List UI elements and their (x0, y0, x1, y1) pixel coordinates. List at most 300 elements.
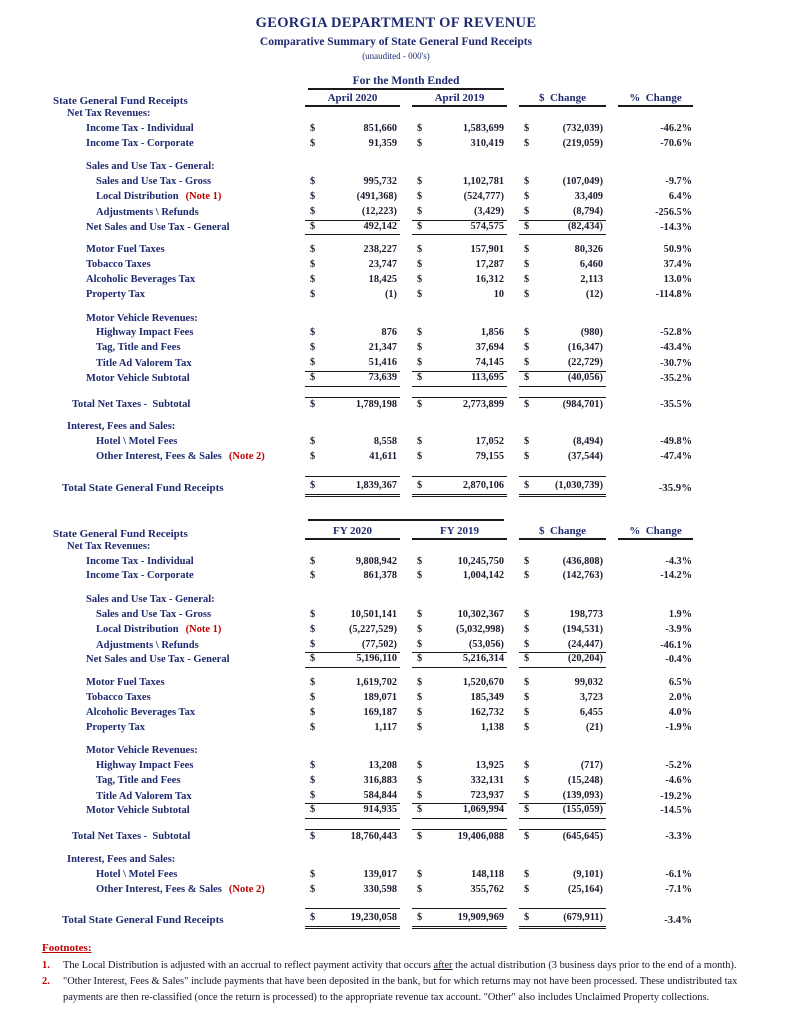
money-cell (305, 638, 400, 654)
footnote-1-text (63, 958, 766, 974)
money-cell (305, 759, 400, 774)
amount-value: 6,455 (579, 706, 603, 718)
col-header-dollar-change: $ Change (519, 92, 606, 107)
dollar-sign: $ (417, 356, 423, 368)
row-label-text: Tobacco Taxes (86, 691, 151, 703)
table-row (0, 803, 792, 818)
dollar-sign: $ (524, 450, 530, 462)
amount-value: 861,378 (363, 570, 397, 582)
money-cell (519, 638, 606, 654)
row-label (53, 273, 293, 288)
dollar-sign: $ (524, 479, 530, 491)
row-label-text: Sales and Use Tax - Gross (96, 176, 212, 188)
dollar-sign: $ (524, 789, 530, 801)
money-cell (305, 883, 400, 898)
table-row (0, 288, 792, 303)
table-row (0, 175, 792, 190)
row-label (53, 759, 293, 774)
dollar-sign: $ (417, 653, 423, 665)
row-label (53, 883, 293, 898)
money-cell (412, 435, 507, 450)
amount-value: (142,763) (562, 570, 603, 582)
table-row (0, 312, 792, 327)
table-row (0, 371, 792, 386)
row-label (53, 206, 293, 221)
row-spacer (0, 411, 792, 420)
dollar-sign: $ (310, 398, 316, 410)
money-cell (412, 759, 507, 774)
note-reference: (Note 1) (185, 623, 222, 635)
table-row (0, 190, 792, 205)
table-row (0, 744, 792, 759)
dollar-sign: $ (310, 288, 316, 300)
row-label-text: Sales and Use Tax - General: (86, 161, 215, 173)
row-label-text: Tag, Title and Fees (96, 342, 181, 354)
row-label-text: Motor Vehicle Revenues: (86, 312, 198, 324)
row-label-text: Income Tax - Individual (86, 555, 194, 567)
row-label (53, 853, 693, 868)
dollar-sign: $ (524, 273, 530, 285)
row-label (53, 868, 293, 883)
table-row (0, 476, 792, 493)
span-header: For the Month Ended (308, 75, 504, 90)
money-cell (519, 243, 606, 258)
col-header-percent-change: % Change (618, 92, 693, 107)
percent-cell: -3.3% (665, 831, 692, 843)
row-label-text: Total Net Taxes - Subtotal (72, 398, 191, 410)
dollar-sign: $ (524, 677, 530, 689)
money-cell (305, 789, 400, 805)
amount-value: 19,230,058 (350, 912, 397, 924)
dollar-sign: $ (524, 638, 530, 650)
money-cell (412, 243, 507, 258)
amount-value: (5,227,529) (348, 623, 397, 635)
dollar-sign: $ (310, 721, 316, 733)
percent-cell: -6.1% (665, 868, 692, 880)
col-header-dollar-change: $ Change (519, 525, 606, 540)
amount-value: 9,808,942 (355, 555, 397, 567)
money-cell (412, 122, 507, 137)
dollar-sign: $ (310, 774, 316, 786)
row-spacer (0, 234, 792, 243)
money-cell (305, 326, 400, 341)
row-label (53, 122, 293, 137)
row-label (53, 288, 293, 303)
amount-value: 1,004,142 (462, 570, 504, 582)
row-label-text: Motor Vehicle Subtotal (86, 372, 190, 384)
table-row (0, 205, 792, 220)
table-row (0, 721, 792, 736)
dollar-sign: $ (310, 259, 316, 271)
percent-cell: -7.1% (665, 883, 692, 895)
amount-value: (732,039) (562, 122, 603, 134)
percent-cell: -256.5% (655, 206, 692, 218)
dollar-sign: $ (417, 436, 423, 448)
money-cell (412, 706, 507, 721)
amount-value: 41,611 (369, 450, 397, 462)
percent-cell: -114.8% (655, 288, 692, 300)
money-cell (412, 175, 507, 190)
money-cell (519, 476, 606, 497)
row-label-text: Motor Fuel Taxes (86, 677, 165, 689)
row-label (53, 593, 693, 608)
row-spacer (0, 465, 792, 474)
fiscal-year-table-rows (0, 540, 792, 926)
amount-value: (8,494) (572, 436, 603, 448)
dollar-sign: $ (524, 436, 530, 448)
amount-value: 330,598 (363, 883, 397, 895)
amount-value: 19,909,969 (457, 912, 504, 924)
percent-cell: 6.5% (668, 677, 692, 689)
dollar-sign: $ (524, 122, 530, 134)
percent-cell: -3.4% (664, 914, 692, 927)
amount-value: 1,117 (374, 721, 397, 733)
table-row (0, 160, 792, 175)
row-label (53, 175, 293, 190)
amount-value: (24,447) (567, 638, 603, 650)
row-label (53, 398, 293, 413)
row-label-text: Net Sales and Use Tax - General (86, 221, 230, 233)
dollar-sign: $ (417, 831, 423, 843)
left-header: State General Fund Receipts (53, 527, 188, 540)
row-label (53, 341, 293, 356)
amount-value: 23,747 (368, 259, 397, 271)
percent-cell: -35.5% (660, 398, 692, 410)
dollar-sign: $ (310, 570, 316, 582)
col-header-fy-2019: FY 2019 (412, 525, 507, 540)
amount-value: 169,187 (363, 706, 397, 718)
amount-value: (155,059) (562, 804, 603, 816)
money-cell (519, 706, 606, 721)
row-label (53, 137, 293, 152)
amount-value: 995,732 (363, 176, 397, 188)
row-label-text: Alcoholic Beverages Tax (86, 273, 196, 285)
money-cell (305, 190, 400, 205)
dollar-sign: $ (310, 691, 316, 703)
money-cell (519, 273, 606, 288)
money-cell (412, 341, 507, 356)
dollar-sign: $ (417, 789, 423, 801)
money-cell (305, 676, 400, 691)
row-label-text: Net Sales and Use Tax - General (86, 654, 230, 666)
footnote-2-text: "Other Interest, Fees & Sales" include payments that have been deposited in the bank, but for which returns may not have been processed. These undistributed tax payments are then re-classified (once the return is processed) to the appropriate revenue tax account. "Other" also includes Unclaimed Property collections. (63, 976, 738, 1003)
dollar-sign: $ (310, 273, 316, 285)
row-label-text: Sales and Use Tax - Gross (96, 608, 212, 620)
month-table-rows (0, 107, 792, 493)
amount-value: 584,844 (363, 789, 397, 801)
percent-cell: -46.1% (660, 639, 692, 651)
amount-value: (717) (580, 760, 603, 772)
footnote-2-number: 2. (42, 976, 50, 988)
row-label-text: Total Net Taxes - Subtotal (72, 831, 191, 843)
money-cell (519, 908, 606, 929)
money-cell (412, 450, 507, 465)
money-cell (305, 243, 400, 258)
percent-cell: -14.5% (660, 805, 692, 817)
amount-value: 113,695 (471, 371, 504, 383)
percent-cell: -9.7% (665, 176, 692, 188)
amount-value: 316,883 (363, 774, 397, 786)
money-cell (412, 569, 507, 584)
money-cell (305, 908, 400, 929)
amount-value: 13,925 (475, 760, 504, 772)
dollar-sign: $ (417, 371, 423, 383)
row-label (53, 744, 693, 759)
percent-cell: -35.9% (658, 481, 692, 494)
amount-value: 21,347 (368, 342, 397, 354)
amount-value: (9,101) (572, 868, 603, 880)
percent-cell: -3.9% (665, 623, 692, 635)
amount-value: 1,102,781 (462, 176, 504, 188)
page-title: GEORGIA DEPARTMENT OF REVENUE (255, 15, 537, 31)
amount-value: (645,645) (562, 831, 603, 843)
dollar-sign: $ (524, 190, 530, 202)
dollar-sign: $ (310, 868, 316, 880)
dollar-sign: $ (524, 608, 530, 620)
money-cell (412, 721, 507, 736)
row-label-text: Income Tax - Individual (86, 122, 194, 134)
amount-value: 10,501,141 (350, 608, 397, 620)
dollar-sign: $ (417, 122, 423, 134)
dollar-sign: $ (310, 789, 316, 801)
money-cell (519, 691, 606, 706)
table-row (0, 258, 792, 273)
money-cell (412, 326, 507, 341)
dollar-sign: $ (524, 356, 530, 368)
amount-value: 8,558 (373, 436, 397, 448)
table-row (0, 623, 792, 638)
dollar-sign: $ (524, 342, 530, 354)
unaudited-note: (unaudited - 000's) (362, 51, 430, 61)
amount-value: 189,071 (363, 691, 397, 703)
amount-value: 185,349 (470, 691, 504, 703)
row-label-text: Title Ad Valorem Tax (96, 790, 192, 802)
money-cell (412, 190, 507, 205)
amount-value: 10 (493, 288, 504, 300)
dollar-sign: $ (310, 706, 316, 718)
money-cell (412, 258, 507, 273)
dollar-sign: $ (417, 342, 423, 354)
amount-value: (40,056) (567, 371, 603, 383)
percent-cell: -4.3% (665, 555, 692, 567)
dollar-sign: $ (310, 883, 316, 895)
dollar-sign: $ (524, 176, 530, 188)
table-row (0, 555, 792, 570)
row-label-text: Highway Impact Fees (96, 327, 194, 339)
amount-value: (107,049) (562, 176, 603, 188)
col-header-percent-change: % Change (618, 525, 693, 540)
dollar-sign: $ (524, 623, 530, 635)
col-header-april-2019: April 2019 (412, 92, 507, 107)
dollar-sign: $ (310, 450, 316, 462)
money-cell (412, 883, 507, 898)
table-row (0, 638, 792, 653)
amount-value: 79,155 (475, 450, 504, 462)
dollar-sign: $ (524, 259, 530, 271)
row-label (53, 912, 293, 929)
dollar-sign: $ (417, 691, 423, 703)
percent-cell: -1.9% (665, 721, 692, 733)
row-label (53, 480, 293, 497)
row-label-text: Title Ad Valorem Tax (96, 357, 192, 369)
money-cell (519, 175, 606, 190)
money-cell (412, 803, 507, 819)
row-label (53, 435, 293, 450)
money-cell (519, 789, 606, 805)
amount-value: 16,312 (475, 273, 504, 285)
dollar-sign: $ (310, 912, 316, 924)
money-cell (305, 220, 400, 236)
row-spacer (0, 735, 792, 744)
row-label (53, 372, 293, 387)
table-row (0, 341, 792, 356)
dollar-sign: $ (524, 760, 530, 772)
amount-value: 1,856 (480, 327, 504, 339)
percent-cell: 50.9% (663, 244, 692, 256)
table-row (0, 676, 792, 691)
row-label-text: Property Tax (86, 288, 146, 300)
footnote-1 (42, 958, 766, 974)
percent-cell: -70.6% (660, 137, 692, 149)
money-cell (305, 435, 400, 450)
amount-value: 5,196,110 (356, 653, 397, 665)
row-label-text: Other Interest, Fees & Sales (96, 450, 222, 462)
amount-value: 198,773 (569, 608, 603, 620)
dollar-sign: $ (417, 398, 423, 410)
note-reference: (Note 2) (228, 450, 265, 462)
money-cell (519, 288, 606, 303)
row-label-text: Highway Impact Fees (96, 760, 194, 772)
amount-value: (984,701) (562, 398, 603, 410)
money-cell (305, 137, 400, 152)
row-label (53, 774, 293, 789)
row-label (53, 830, 293, 845)
dollar-sign: $ (524, 205, 530, 217)
table-row (0, 789, 792, 804)
money-cell (412, 397, 507, 413)
percent-cell: -0.4% (665, 654, 692, 666)
amount-value: (12,223) (361, 205, 397, 217)
amount-value: 5,216,314 (462, 653, 504, 665)
row-label-text: Hotel \ Motel Fees (96, 868, 178, 880)
amount-value: 91,359 (368, 137, 397, 149)
money-cell (519, 803, 606, 819)
dollar-sign: $ (524, 691, 530, 703)
span-header-row (0, 75, 792, 90)
dollar-sign: $ (417, 479, 423, 491)
row-label (53, 676, 293, 691)
table-row (0, 137, 792, 152)
table-row (0, 243, 792, 258)
row-label-text: Sales and Use Tax - General: (86, 594, 215, 606)
row-spacer (0, 303, 792, 312)
dollar-sign: $ (524, 706, 530, 718)
amount-value: 1,520,670 (462, 677, 504, 689)
money-cell (305, 450, 400, 465)
footnote-2 (42, 974, 766, 1005)
amount-value: (436,808) (562, 555, 603, 567)
row-label-text: Other Interest, Fees & Sales (96, 883, 222, 895)
row-label (53, 312, 693, 327)
row-label (53, 160, 693, 175)
table-row (0, 868, 792, 883)
percent-cell: -49.8% (660, 436, 692, 448)
money-cell (519, 258, 606, 273)
percent-cell: 4.0% (668, 706, 692, 718)
table-row (0, 220, 792, 235)
note-reference: (Note 2) (228, 883, 265, 895)
amount-value: (139,093) (562, 789, 603, 801)
amount-value: (16,347) (567, 342, 603, 354)
dollar-sign: $ (417, 273, 423, 285)
money-cell (519, 883, 606, 898)
row-label (53, 691, 293, 706)
table-row (0, 450, 792, 465)
money-cell (412, 476, 507, 497)
row-label (53, 420, 693, 435)
row-label-text: Adjustments \ Refunds (96, 639, 199, 651)
amount-value: 157,901 (470, 244, 504, 256)
money-cell (305, 774, 400, 789)
percent-cell: -30.7% (660, 357, 692, 369)
money-cell (412, 220, 507, 236)
footnotes (0, 942, 766, 1005)
dollar-sign: $ (417, 623, 423, 635)
money-cell (305, 341, 400, 356)
table-row (0, 652, 792, 667)
percent-cell: -14.3% (660, 221, 692, 233)
money-cell (305, 356, 400, 372)
row-label-text: Tobacco Taxes (86, 259, 151, 271)
amount-value: (82,434) (567, 220, 603, 232)
money-cell (305, 288, 400, 303)
table-row (0, 435, 792, 450)
money-cell (412, 555, 507, 570)
dollar-sign: $ (310, 555, 316, 567)
amount-value: 3,723 (579, 691, 603, 703)
money-cell (519, 341, 606, 356)
row-label (53, 721, 293, 736)
row-label-text: Net Tax Revenues: (67, 540, 151, 552)
money-cell (305, 273, 400, 288)
money-cell (305, 691, 400, 706)
dollar-sign: $ (310, 137, 316, 149)
column-header-row (0, 525, 792, 540)
money-cell (305, 476, 400, 497)
dollar-sign: $ (524, 137, 530, 149)
money-cell (519, 122, 606, 137)
dollar-sign: $ (310, 638, 316, 650)
dollar-sign: $ (310, 653, 316, 665)
money-cell (305, 371, 400, 387)
amount-value: (21) (585, 721, 603, 733)
money-cell (305, 623, 400, 638)
amount-value: 74,145 (475, 356, 504, 368)
money-cell (412, 774, 507, 789)
row-label-text: Alcoholic Beverages Tax (86, 706, 196, 718)
amount-value: 10,245,750 (457, 555, 504, 567)
amount-value: 1,138 (480, 721, 504, 733)
table-row (0, 759, 792, 774)
percent-cell: 13.0% (663, 273, 692, 285)
row-label-text: Local Distribution (96, 190, 179, 202)
dollar-sign: $ (417, 677, 423, 689)
note-reference: (Note 1) (185, 190, 222, 202)
money-cell (412, 829, 507, 845)
money-cell (412, 868, 507, 883)
table-row (0, 774, 792, 789)
dollar-sign: $ (310, 623, 316, 635)
